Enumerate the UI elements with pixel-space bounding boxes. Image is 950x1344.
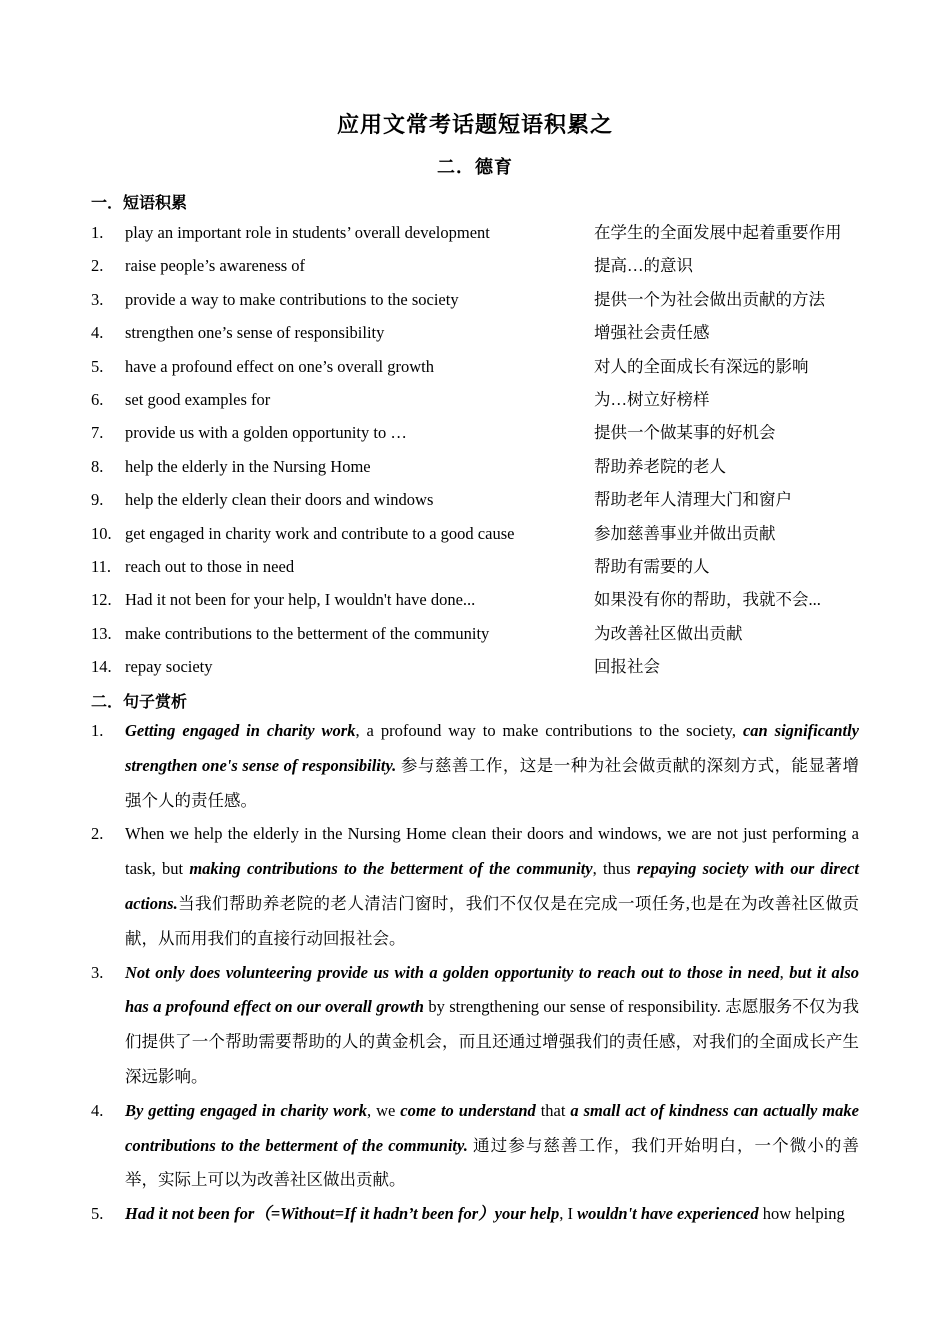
phrase-english: help the elderly in the Nursing Home (125, 456, 371, 476)
phrase-number: 8. (91, 456, 104, 476)
sentence-text: 当我们帮助养老院的老人清洁门窗时，我们不仅仅是在完成一项任务,也是在为改善社区做贡献，从而用我们的直接行动回报社会。 (125, 893, 859, 948)
sentence-text: how helping (758, 1204, 845, 1224)
sentence-number: 4. (91, 1100, 104, 1120)
phrase-number: 12. (91, 590, 112, 610)
phrase-row (91, 350, 881, 383)
phrase-row (91, 483, 881, 516)
phrase-row (91, 517, 881, 550)
phrase-chinese: 为…树立好榜样 (594, 389, 710, 409)
phrase-chinese: 提供一个做某事的好机会 (594, 423, 776, 443)
sentence-emphasis: Getting engaged in charity work (125, 721, 356, 740)
sentence-number: 5. (91, 1204, 104, 1224)
phrase-chinese: 提供一个为社会做出贡献的方法 (594, 289, 825, 309)
sentence-item (91, 956, 859, 1095)
phrase-english: provide us with a golden opportunity to … (125, 423, 407, 443)
phrase-row (91, 283, 881, 316)
phrase-english: help the elderly clean their doors and windows (125, 490, 434, 510)
sentence-item (91, 817, 859, 956)
sentence-emphasis: Had it not been for（=Without=If it hadn’t been for）your help (125, 1204, 560, 1224)
phrase-number: 6. (91, 389, 104, 409)
sentence-text: by strengthening our sense of responsibility. 志愿服务不仅为我们提供了一个帮助需要帮助的人的黄金机会，而且还通过增强我们的责任感，对我们的全面成长产生深远影响。 (125, 997, 859, 1086)
phrase-number: 10. (91, 523, 112, 543)
sentence-text: , a profound way to make contributions to the society, (355, 721, 743, 740)
phrase-list (91, 216, 881, 683)
sentence-emphasis: but it also has a profound effect on our overall growth (125, 962, 859, 1017)
sentence-item (91, 714, 859, 818)
phrase-chinese: 增强社会责任感 (594, 323, 710, 343)
phrase-english: have a profound effect on one’s overall growth (125, 356, 434, 376)
phrase-english: raise people’s awareness of (125, 256, 306, 276)
phrase-number: 5. (91, 356, 104, 376)
phrase-number: 1. (91, 223, 104, 242)
phrase-english: set good examples for (125, 389, 271, 409)
sentence-number: 3. (91, 962, 104, 982)
phrase-english: play an important role in students’ overall development (125, 223, 490, 242)
phrase-english: repay society (125, 657, 213, 677)
sentence-number: 2. (91, 824, 104, 844)
phrase-number: 13. (91, 623, 112, 643)
page-title: 应用文常考话题短语积累之 (336, 112, 613, 137)
sentence-list (91, 714, 859, 1231)
phrase-number: 2. (91, 256, 104, 276)
sentence-emphasis: By getting engaged in charity work (125, 1100, 367, 1120)
phrase-chinese: 为改善社区做出贡献 (594, 623, 743, 643)
phrase-chinese: 帮助养老院的老人 (594, 456, 726, 476)
phrase-row (91, 617, 881, 650)
phrase-english: provide a way to make contributions to the society (125, 289, 459, 309)
phrase-english: get engaged in charity work and contribute to a good cause (125, 523, 515, 543)
sentence-emphasis: wouldn't have experienced (577, 1204, 759, 1224)
phrase-number: 9. (91, 490, 104, 510)
phrase-row (91, 383, 881, 416)
sentence-emphasis: making contributions to the betterment of the community (189, 859, 593, 879)
sentence-text: , I (559, 1204, 578, 1224)
section-heading-sentences: 二．句子赏析 (91, 694, 188, 711)
phrase-row (91, 416, 881, 449)
sentence-emphasis: repaying society with our direct actions. (125, 859, 859, 913)
phrase-chinese: 对人的全面成长有深远的影响 (594, 356, 809, 376)
phrase-chinese: 回报社会 (594, 657, 660, 677)
phrase-row (91, 583, 881, 616)
phrase-row (91, 216, 881, 249)
sentence-emphasis: can significantly strengthen one's sense of responsibility. (125, 721, 860, 775)
phrase-row (91, 450, 881, 483)
phrase-chinese: 帮助老年人清理大门和窗户 (594, 490, 792, 510)
phrase-row (91, 550, 881, 583)
sentence-text: 参与慈善工作，这是一种为社会做贡献的深刻方式，能显著增强个人的责任感。 (125, 755, 860, 810)
phrase-number: 11. (91, 556, 112, 576)
phrase-number: 14. (91, 657, 112, 677)
sentence-text: , we (367, 1100, 401, 1120)
phrase-chinese: 在学生的全面发展中起着重要作用 (594, 223, 842, 242)
sentence-item (91, 1094, 859, 1198)
phrase-english: strengthen one’s sense of responsibility (125, 323, 385, 343)
sentence-emphasis: come to understand (400, 1100, 536, 1120)
phrase-number: 7. (91, 423, 104, 443)
page-subtitle: 二．德育 (437, 157, 513, 177)
phrase-chinese: 如果没有你的帮助，我就不会... (594, 590, 821, 610)
sentence-text: When we help the elderly in the Nursing Home clean their doors and windows, we are not just performing a task, but (125, 824, 859, 879)
sentence-text: 通过参与慈善工作，我们开始明白，一个微小的善举，实际上可以为改善社区做出贡献。 (125, 1135, 859, 1190)
phrase-english: make contributions to the betterment of the community (125, 623, 490, 643)
sentence-text: , thus (592, 859, 637, 879)
sentence-item (91, 1197, 859, 1232)
sentence-text: , (779, 962, 790, 982)
phrase-row (91, 316, 881, 349)
sentence-emphasis: Not only does volunteering provide us with a golden opportunity to reach out to those in need (125, 962, 780, 982)
phrase-number: 3. (91, 289, 104, 309)
sentence-text: that (535, 1100, 571, 1120)
phrase-chinese: 提高…的意识 (594, 256, 693, 276)
phrase-number: 4. (91, 323, 104, 343)
phrase-chinese: 参加慈善事业并做出贡献 (594, 523, 776, 543)
sentence-emphasis: a small act of kindness can actually make contributions to the betterment of the community. (125, 1100, 859, 1155)
sentence-number: 1. (91, 721, 104, 740)
section-heading-phrases: 一．短语积累 (91, 195, 188, 212)
phrase-english: Had it not been for your help, I wouldn't have done... (125, 590, 476, 610)
phrase-row (91, 650, 881, 683)
phrase-row (91, 249, 881, 282)
phrase-chinese: 帮助有需要的人 (594, 556, 710, 576)
phrase-english: reach out to those in need (125, 556, 295, 576)
